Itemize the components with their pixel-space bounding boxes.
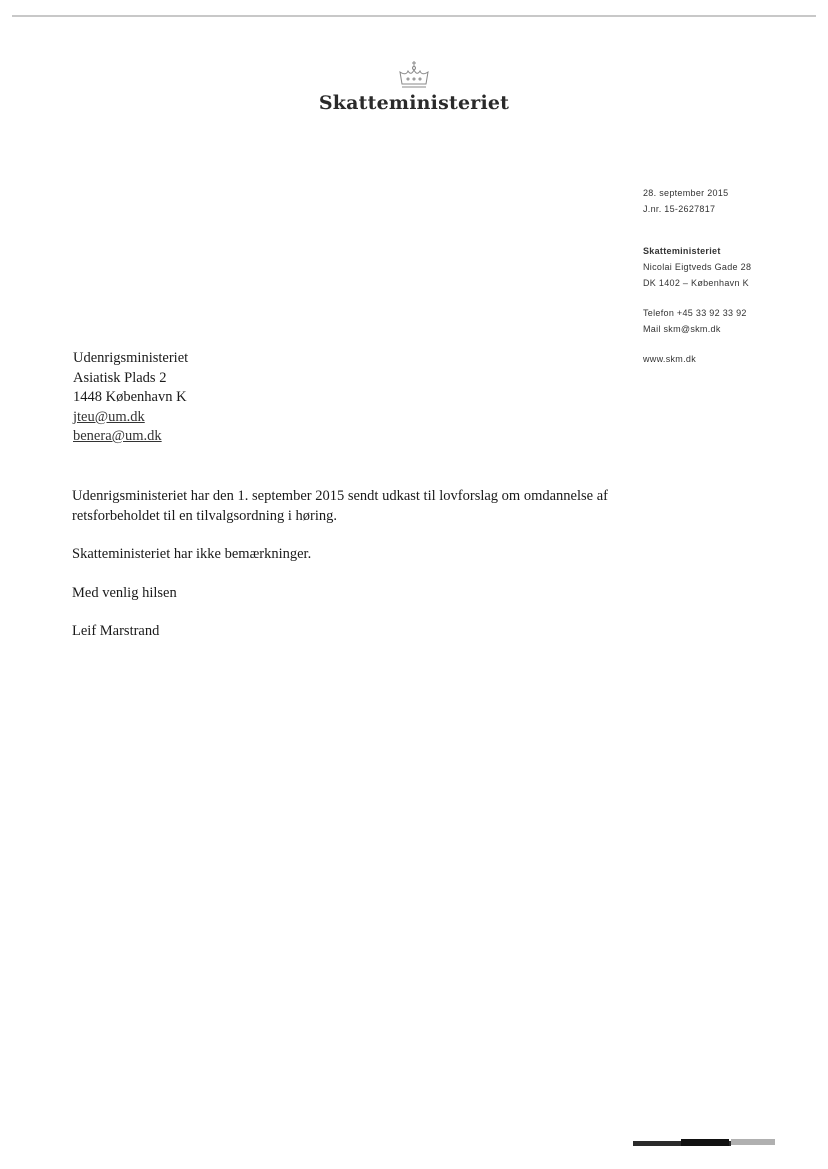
sender-city: DK 1402 – København K bbox=[643, 278, 749, 288]
sender-street: Nicolai Eigtveds Gade 28 bbox=[643, 262, 752, 272]
recipient-email-1[interactable]: jteu@um.dk bbox=[73, 408, 145, 425]
recipient-street: Asiatisk Plads 2 bbox=[73, 369, 167, 386]
sender-mail: Mail skm@skm.dk bbox=[643, 324, 721, 334]
crown-icon bbox=[396, 60, 432, 90]
footer-bar-grey bbox=[731, 1139, 775, 1145]
sender-web: www.skm.dk bbox=[643, 354, 697, 364]
sender-phone: Telefon +45 33 92 33 92 bbox=[643, 308, 747, 318]
reference-block bbox=[643, 185, 823, 217]
letterhead-title: Skatteministeriet bbox=[318, 92, 510, 114]
body-paragraph-2: Skatteministeriet har ikke bemærkninger. bbox=[72, 546, 312, 562]
recipient-address bbox=[73, 349, 188, 447]
letter-body bbox=[72, 487, 632, 661]
sender-contact bbox=[643, 305, 823, 337]
signature: Leif Marstrand bbox=[72, 623, 160, 639]
body-paragraph-1: Udenrigsministeriet har den 1. september 2015 sendt udkast til lovforslag om omdannelse af retsforbeholdet til en tilvalgsordning i høring. bbox=[72, 488, 608, 524]
footer-bar-dark bbox=[681, 1139, 729, 1146]
top-rule bbox=[12, 15, 816, 17]
closing: Med venlig hilsen bbox=[72, 584, 177, 601]
recipient-email-2[interactable]: benera@um.dk bbox=[73, 428, 162, 444]
sender-address bbox=[643, 243, 823, 291]
sender-info bbox=[643, 185, 823, 367]
letter-date: 28. september 2015 bbox=[643, 188, 729, 198]
recipient-city: 1448 København K bbox=[73, 389, 187, 405]
journal-number: J.nr. 15-2627817 bbox=[643, 204, 716, 214]
recipient-name: Udenrigsministeriet bbox=[73, 350, 189, 366]
sender-org: Skatteministeriet bbox=[643, 246, 721, 256]
letterhead bbox=[0, 60, 828, 114]
